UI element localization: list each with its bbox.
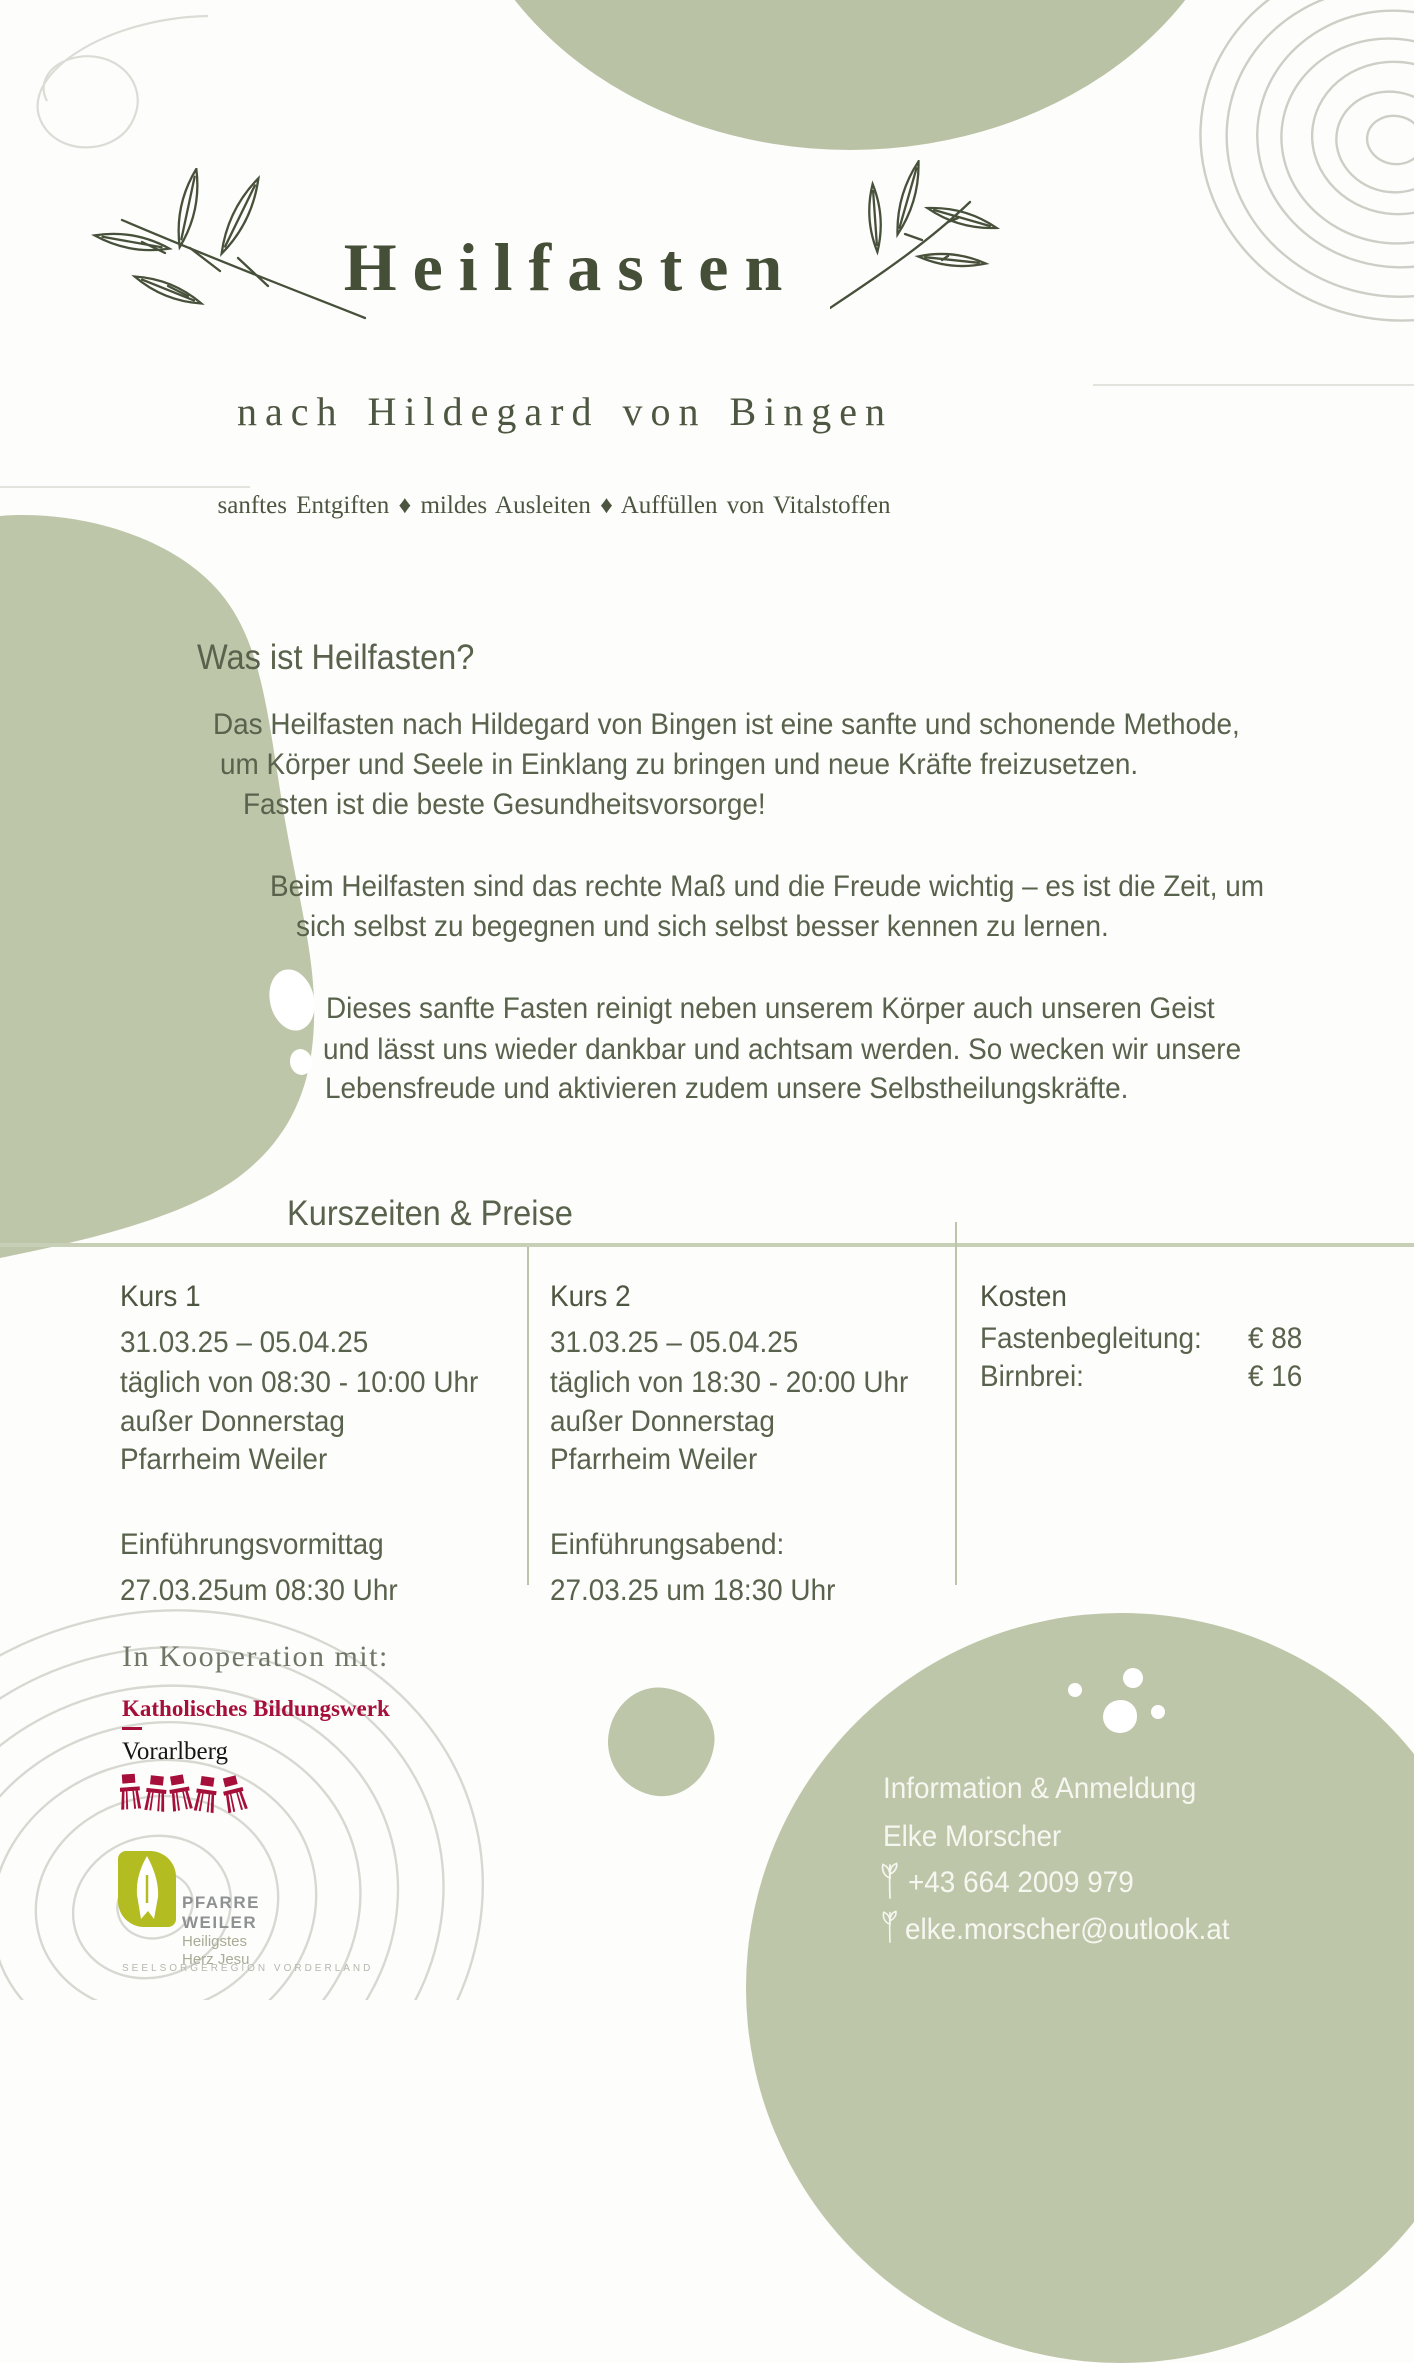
kbw-chairs-icon <box>120 1773 250 1815</box>
bottom-sage-circle <box>746 1613 1414 2363</box>
intro-p2-line: sich selbst zu begegnen und sich selbst besser kennen zu lernen. <box>296 910 1109 943</box>
tree-rings-top-right <box>1150 0 1414 390</box>
circle-white-dot <box>1151 1705 1165 1719</box>
kurs2-line: Pfarrheim Weiler <box>550 1443 758 1476</box>
page-tagline: sanftes Entgiften ♦ mildes Ausleiten ♦ Auffüllen von Vitalstoffen <box>217 492 891 519</box>
kurs1-line: täglich von 08:30 - 10:00 Uhr <box>120 1366 479 1399</box>
kurs1-intro-label: Einführungsvormittag <box>120 1528 384 1561</box>
kurs2-line: täglich von 18:30 - 20:00 Uhr <box>550 1366 909 1399</box>
pfarre-badge <box>118 1851 176 1927</box>
kurs1-line: Pfarrheim Weiler <box>120 1443 328 1476</box>
kbw-logo-line1: Katholisches Bildungswerk <box>122 1696 390 1721</box>
circle-white-dot <box>1123 1668 1143 1688</box>
kurs2-intro-label: Einführungsabend: <box>550 1528 785 1561</box>
top-sage-circle <box>450 0 1250 150</box>
contact-email: elke.morscher@outlook.at <box>905 1913 1230 1946</box>
courses-heading: Kurszeiten & Preise <box>287 1194 573 1233</box>
cooperation-heading: In Kooperation mit: <box>122 1640 389 1673</box>
kurs2-line: außer Donnerstag <box>550 1405 775 1438</box>
intro-p1-line: um Körper und Seele in Einklang zu bringen und neue Kräfte freizusetzen. <box>220 748 1139 781</box>
kurs1-intro-date: 27.03.25um 08:30 Uhr <box>120 1574 398 1607</box>
courses-horizontal-rule <box>0 1243 1414 1247</box>
thin-rule-left <box>0 486 250 488</box>
church-nib-icon <box>118 1851 176 1927</box>
intro-p3-line: Dieses sanfte Fasten reinigt neben unserem Körper auch unseren Geist <box>326 992 1215 1025</box>
small-sage-blob <box>601 1681 721 1803</box>
kosten-item-label: Fastenbegleitung: <box>980 1322 1202 1355</box>
courses-divider-1 <box>527 1247 529 1585</box>
kurs2-line: 31.03.25 – 05.04.25 <box>550 1326 799 1359</box>
circle-white-dot <box>1068 1683 1082 1697</box>
kosten-item-value: € 16 <box>1248 1360 1303 1393</box>
intro-p1-line: Fasten ist die beste Gesundheitsvorsorge! <box>243 788 766 821</box>
kurs1-title: Kurs 1 <box>120 1280 201 1313</box>
kbw-logo-dash <box>122 1727 142 1730</box>
courses-divider-2 <box>955 1222 957 1585</box>
thin-rule-right <box>1093 384 1414 386</box>
contact-phone: +43 664 2009 979 <box>908 1866 1134 1899</box>
page-title: Heilfasten <box>343 229 799 305</box>
kosten-title: Kosten <box>980 1280 1067 1313</box>
intro-p2-line: Beim Heilfasten sind das rechte Maß und die Freude wichtig – es ist die Zeit, um <box>270 870 1265 903</box>
seelsorgeregion-label: SEELSORGEREGION VORDERLAND <box>122 1963 374 1974</box>
kurs1-line: außer Donnerstag <box>120 1405 345 1438</box>
pfarre-name-line2: WEILER <box>182 1913 258 1932</box>
intro-heading: Was ist Heilfasten? <box>197 638 475 677</box>
page-subtitle: nach Hildegard von Bingen <box>237 389 893 434</box>
sprig-icon-email <box>881 1910 899 1944</box>
kurs1-line: 31.03.25 – 05.04.25 <box>120 1326 369 1359</box>
intro-p3-line: Lebensfreude und aktivieren zudem unsere Selbstheilungskräfte. <box>325 1072 1129 1105</box>
contact-name: Elke Morscher <box>883 1820 1062 1853</box>
pfarre-sub-line1: Heiligstes <box>182 1933 248 1950</box>
sprig-icon-phone <box>880 1862 900 1900</box>
pfarre-sub-line2: Herz Jesu <box>182 1951 250 1968</box>
tree-rings-bottom-left <box>0 1555 500 2000</box>
intro-p3-line: und lässt uns wieder dankbar und achtsam werden. So wecken wir unsere <box>323 1033 1242 1066</box>
circle-white-dot <box>1103 1700 1137 1733</box>
kurs2-intro-date: 27.03.25 um 18:30 Uhr <box>550 1574 836 1607</box>
intro-p1-line: Das Heilfasten nach Hildegard von Bingen ist eine sanfte und schonende Methode, <box>213 708 1240 741</box>
kosten-item-label: Birnbrei: <box>980 1360 1084 1393</box>
kurs2-title: Kurs 2 <box>550 1280 631 1313</box>
contact-heading: Information & Anmeldung <box>883 1772 1197 1805</box>
kbw-logo-line2: Vorarlberg <box>122 1738 228 1765</box>
kosten-item-value: € 88 <box>1248 1322 1303 1355</box>
pfarre-name-line1: PFARRE <box>182 1893 260 1912</box>
